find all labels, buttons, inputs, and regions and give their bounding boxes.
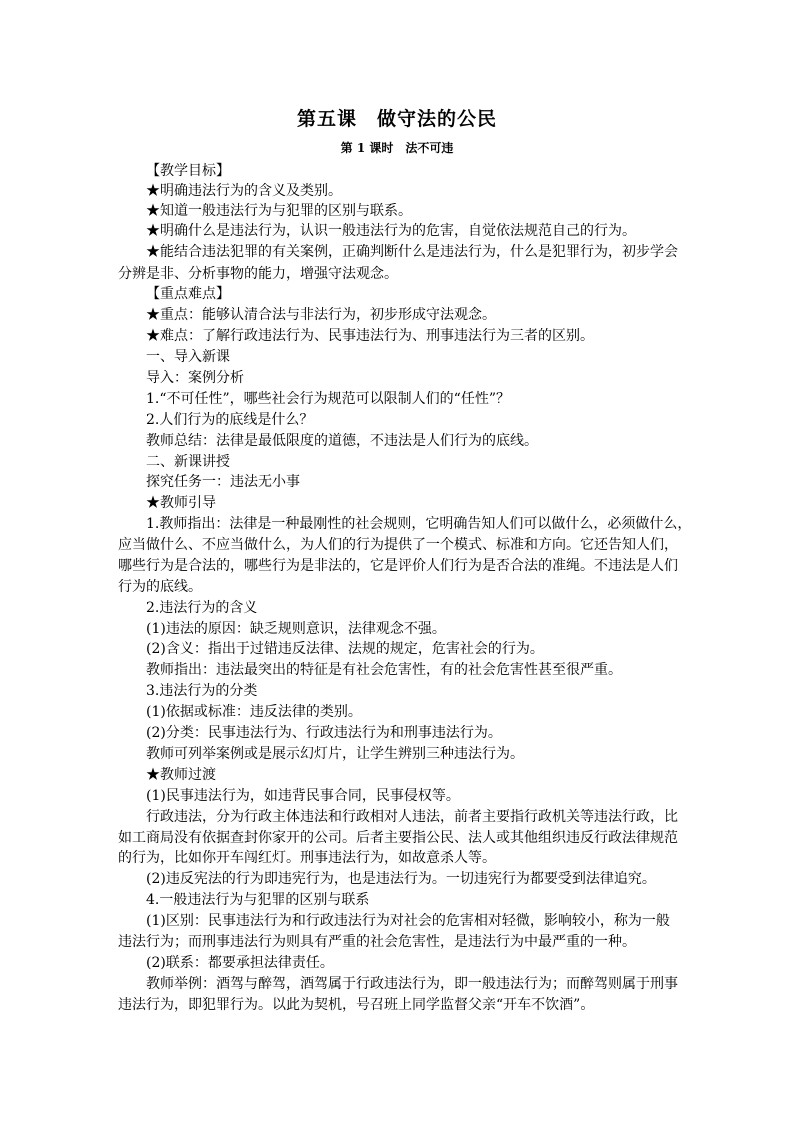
paragraph-continued: 违法行为；而刑事违法行为则具有严重的社会危害性，是违法行为中最严重的一种。: [118, 934, 636, 950]
subsection-heading: ★教师引导: [146, 495, 216, 511]
paragraph: 教师可列举案例或是展示幻灯片，让学生辨别三种违法行为。: [146, 746, 524, 762]
paragraph-continued: 违法行为，即犯罪行为。以此为契机，号召班上同学监督父亲“开车不饮酒”。: [118, 997, 595, 1013]
paragraph: 教师举例：酒驾与醉驾，酒驾属于行政违法行为，即一般违法行为；而醉驾则属于刑事: [146, 976, 678, 992]
paragraph: (2)分类：民事违法行为、行政违法行为和刑事违法行为。: [146, 725, 502, 741]
section-heading-goals: 【教学目标】: [146, 163, 230, 179]
numbered-heading: 2.违法行为的含义: [146, 600, 258, 616]
paragraph-continued: 如工商局没有依据查封你家开的公司。后者主要指公民、法人或其他组织违反行政法律规范: [118, 830, 678, 846]
paragraph-continued: 的行为，比如你开车闯红灯。刑事违法行为，如故意杀人等。: [118, 850, 496, 866]
paragraph: (2)含义：指出于过错违反法律、法规的规定，危害社会的行为。: [146, 641, 544, 657]
question-item: 2.人们行为的底线是什么？: [146, 412, 314, 428]
paragraph: (1)区别：民事违法行为和行政违法行为对社会的危害相对轻微，影响较小，称为一般: [146, 913, 670, 929]
goal-item: ★能结合违法犯罪的有关案例，正确判断什么是违法行为，什么是犯罪行为，初步学会: [146, 244, 678, 260]
paragraph: (1)违法的原因：缺乏规则意识，法律观念不强。: [146, 621, 446, 637]
section-heading-key-points: 【重点难点】: [146, 286, 230, 302]
numbered-heading: 4.一般违法行为与犯罪的区别与联系: [146, 892, 370, 908]
goal-item: ★明确什么是违法行为，认识一般违法行为的危害，自觉依法规范自己的行为。: [146, 223, 636, 239]
paragraph: 1.教师指出：法律是一种最刚性的社会规则，它明确告知人们可以做什么，必须做什么，: [146, 516, 692, 532]
lesson-title: 第五课 做守法的公民: [296, 108, 497, 130]
paragraph: (2)违反宪法的行为即违宪行为，也是违法行为。一切违宪行为都要受到法律追究。: [146, 871, 656, 887]
task-heading: 探究任务一：违法无小事: [146, 474, 300, 490]
section-heading-intro: 一、导入新课: [146, 349, 230, 365]
key-point-item: ★重点：能够认清合法与非法行为，初步形成守法观念。: [146, 307, 496, 323]
paragraph: 行政违法，分为行政主体违法和行政相对人违法，前者主要指行政机关等违法行政，比: [146, 809, 678, 825]
question-item: 1.“不可任性”，哪些社会行为规范可以限制人们的“任性”？: [146, 391, 510, 407]
goal-item-continued: 分辨是非、分析事物的能力，增强守法观念。: [118, 266, 398, 282]
goal-item: ★知道一般违法行为与犯罪的区别与联系。: [146, 203, 412, 219]
section-heading-new-lesson: 二、新课讲授: [146, 454, 230, 470]
goal-item: ★明确违法行为的含义及类别。: [146, 183, 342, 199]
numbered-heading: 3.违法行为的分类: [146, 683, 258, 699]
paragraph: (1)依据或标准：违反法律的类别。: [146, 704, 362, 720]
subsection-heading: ★教师过渡: [146, 767, 216, 783]
paragraph-continued: 哪些行为是合法的，哪些行为是非法的，它是评价人们行为是否合法的准绳。不违法是人们: [118, 558, 678, 574]
paragraph-continued: 应当做什么、不应当做什么，为人们的行为提供了一个模式、标准和方向。它还告知人们，: [118, 537, 678, 553]
paragraph: 导入：案例分析: [146, 370, 244, 386]
paragraph: (2)联系：都要承担法律责任。: [146, 955, 334, 971]
paragraph: 教师指出：违法最突出的特征是有社会危害性，有的社会危害性甚至很严重。: [146, 662, 622, 678]
paragraph-continued: 行为的底线。: [118, 579, 202, 595]
paragraph: 教师总结：法律是最低限度的道德，不违法是人们行为的底线。: [146, 433, 538, 449]
lesson-subtitle: 第 1 课时 法不可违: [340, 141, 454, 155]
key-point-item: ★难点：了解行政违法行为、民事违法行为、刑事违法行为三者的区别。: [146, 328, 594, 344]
paragraph: (1)民事违法行为，如违背民事合同，民事侵权等。: [146, 788, 460, 804]
